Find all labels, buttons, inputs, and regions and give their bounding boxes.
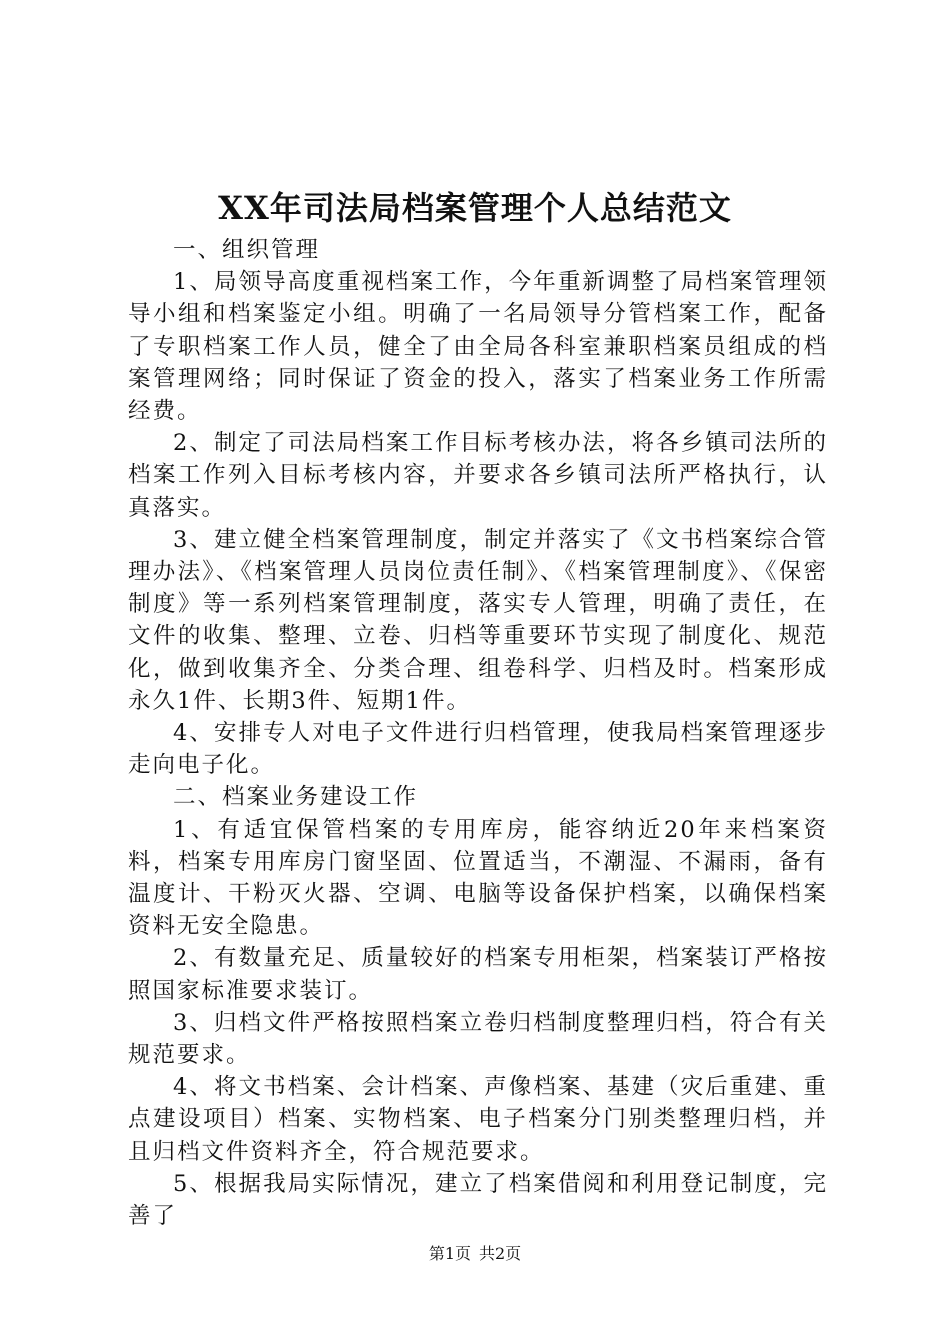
page-total: 共2页 <box>479 1244 522 1263</box>
paragraph: 5、根据我局实际情况，建立了档案借阅和利用登记制度，完善了 <box>128 1170 828 1230</box>
page-footer <box>0 1244 950 1264</box>
section-heading: 一、组织管理 <box>173 237 321 263</box>
page-number: 第1页 <box>428 1244 471 1263</box>
section-heading: 二、档案业务建设工作 <box>173 784 419 811</box>
document-body <box>128 234 828 1232</box>
paragraph: 4、将文书档案、会计档案、声像档案、基建（灾后重建、重点建设项目）档案、实物档案、电子档案分门别类整理归档，并且归档文件资料齐全，符合规范要求。 <box>128 1074 828 1165</box>
paragraph: 2、制定了司法局档案工作目标考核办法，将各乡镇司法所的档案工作列入目标考核内容，并要求各乡镇司法所严格执行，认真落实。 <box>128 430 828 521</box>
paragraph: 4、安排专人对电子文件进行归档管理，使我局档案管理逐步走向电子化。 <box>128 720 828 779</box>
paragraph: 1、有适宜保管档案的专用库房，能容纳近20年来档案资料，档案专用库房门窗坚固、位置适当，不潮湿、不漏雨，备有温度计、干粉灭火器、空调、电脑等设备保护档案，以确保档案资料无安全隐患。 <box>128 816 828 940</box>
paragraph: 3、归档文件严格按照档案立卷归档制度整理归档，符合有关规范要求。 <box>128 1009 828 1069</box>
document-title: XX年司法局档案管理个人总结范文 <box>218 189 732 227</box>
paragraph: 1、局领导高度重视档案工作，今年重新调整了局档案管理领导小组和档案鉴定小组。明确了一名局领导分管档案工作，配备了专职档案工作人员，健全了由全局各科室兼职档案员组成的档案管理网络；同时保证了资金的投入，落实了档案业务工作所需经费。 <box>128 269 828 425</box>
paragraph: 2、有数量充足、质量较好的档案专用柜架，档案装订严格按照国家标准要求装订。 <box>128 945 828 1004</box>
paragraph: 3、建立健全档案管理制度，制定并落实了《文书档案综合管理办法》、《档案管理人员岗位责任制》、《档案管理制度》、《保密制度》等一系列档案管理制度，落实专人管理，明确了责任，在文件的收集、整理、立卷、归档等重要环节实现了制度化、规范化，做到收集齐全、分类合理、组卷科学、归档及时。档案形成永久1件、长期3件、短期1件。 <box>128 526 828 714</box>
